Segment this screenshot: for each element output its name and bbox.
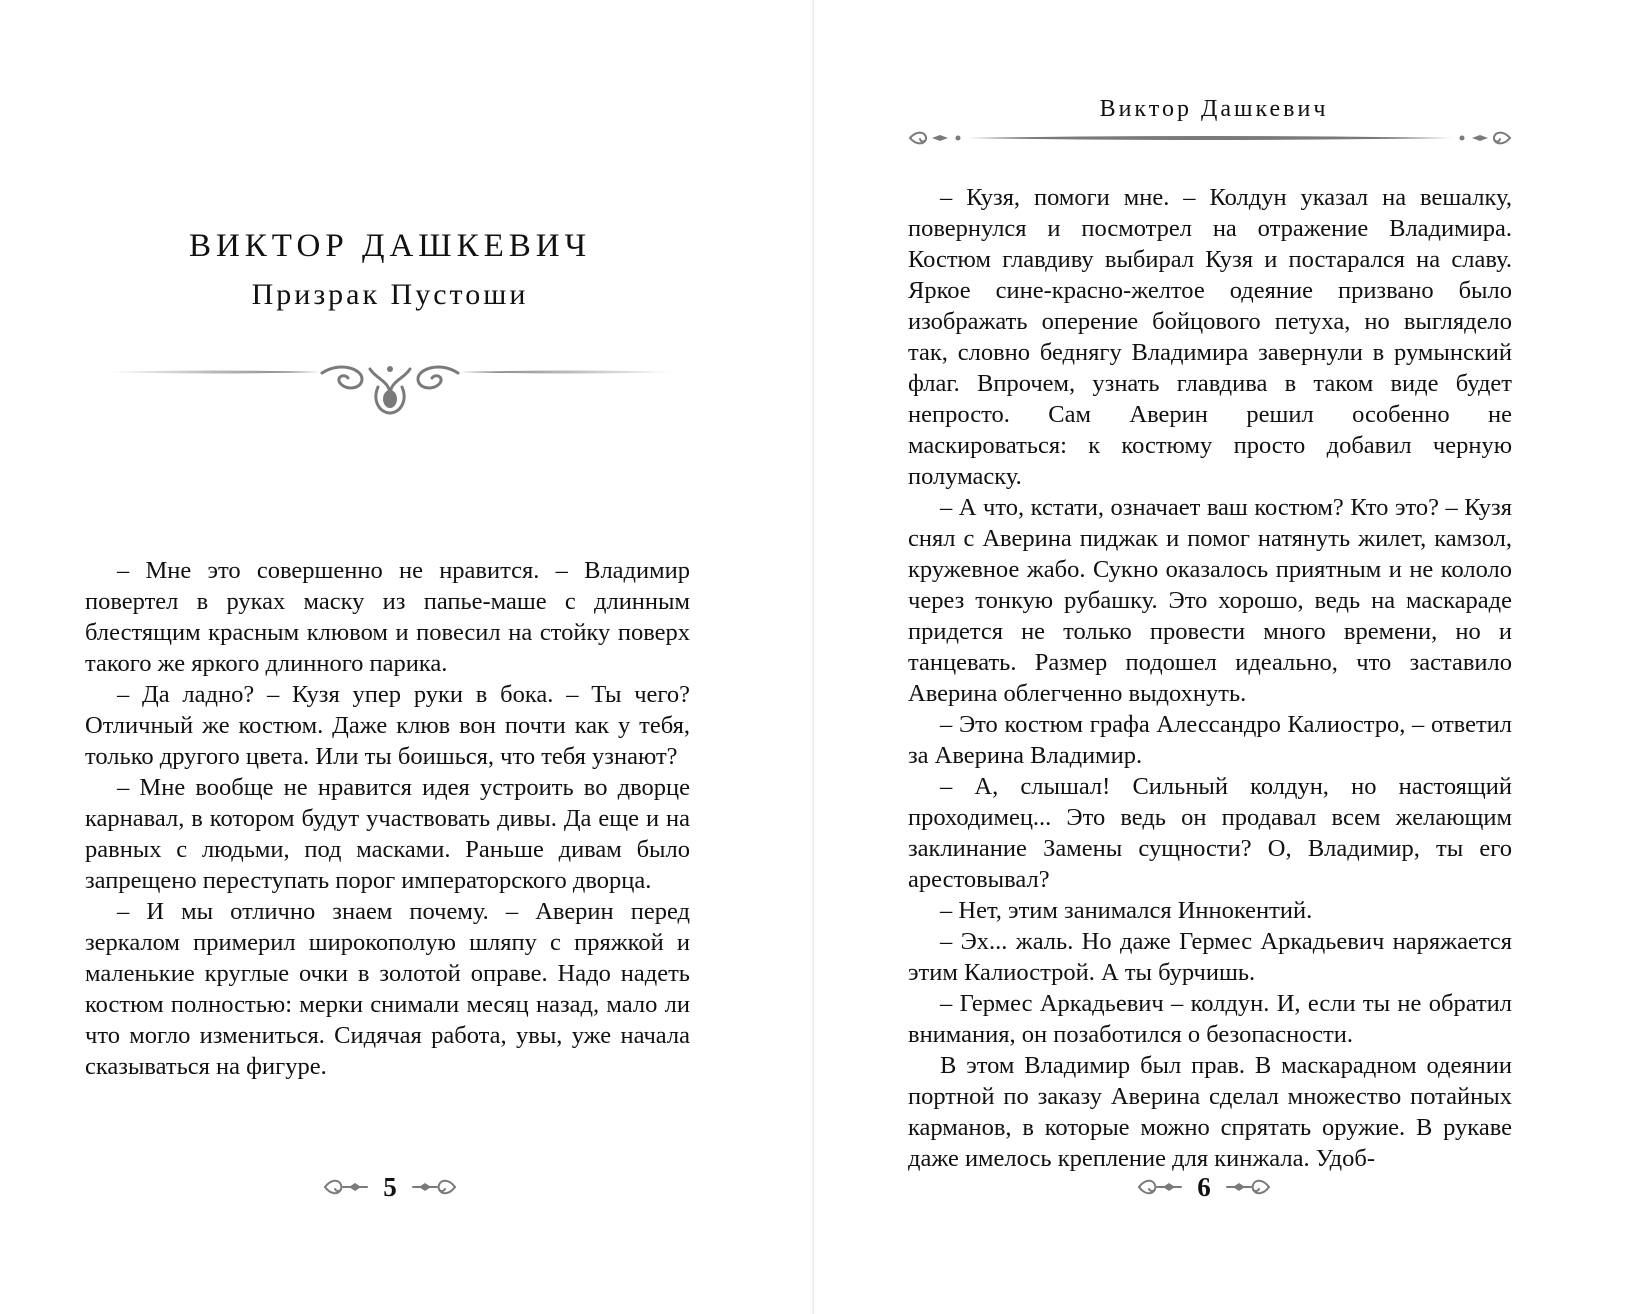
- page-number: 5: [383, 1171, 397, 1202]
- book-title: Призрак Пустоши: [251, 278, 529, 311]
- paragraph: – И мы отлично знаем почему. – Аверин перед зеркалом примерил широкополую шляпу с пряжкой и маленькие круглые очки в золотой оправе. Надо надеть костюм полностью: мерки снимали месяц назад, мало ли что могло измениться. Сидячая работа, увы, уже начала сказываться на фигуре.: [85, 898, 690, 1080]
- flourish-right-icon: [411, 1177, 457, 1197]
- paragraph: – Эх... жаль. Но даже Гермес Аркадьевич наряжается этим Калиострой. А ты бурчишь.: [908, 928, 1512, 986]
- flourish-right-icon: [1225, 1177, 1271, 1197]
- page-number-row: [300, 1172, 480, 1202]
- paragraph: – Мне вообще не нравится идея устроить во дворце карнавал, в котором будут участвовать дивы. Да еще и на равных с людьми, под масками. Раньше дивам было запрещено переступать порог императорского дворца.: [85, 774, 690, 894]
- page-number: 6: [1197, 1171, 1211, 1202]
- right-page: [814, 0, 1628, 1314]
- title-ornament-icon: [100, 365, 680, 435]
- left-page-text: [85, 555, 690, 1082]
- flourish-left-icon: [323, 1177, 369, 1197]
- paragraph: – Гермес Аркадьевич – колдун. И, если ты не обратил внимания, он позаботился о безопасности.: [908, 990, 1512, 1048]
- paragraph: – Кузя, помоги мне. – Колдун указал на вешалку, повернулся и посмотрел на отражение Владимира. Костюм главдиву выбирал Кузя и постарался на славу. Яркое сине-красно-желтое одеяние призвано было изображать оперение бойцового петуха, но выглядело так, словно беднягу Владимира завернули в румынский флаг. Впрочем, узнать главдива в таком виде будет непросто. Сам Аверин решил особенно не маскироваться: к костюму просто добавил черную полумаску.: [908, 184, 1512, 490]
- paragraph: – Это костюм графа Алессандро Калиостро, – ответил за Аверина Владимир.: [908, 711, 1512, 769]
- page-number-row: [1114, 1172, 1294, 1202]
- paragraph: – Мне это совершенно не нравится. – Владимир повертел в руках маску из папье-маше с длинным блестящим красным клювом и повесил на стойку поверх такого же яркого длинного парика.: [85, 557, 690, 677]
- header-rule-icon: [908, 128, 1512, 148]
- flourish-left-icon: [1137, 1177, 1183, 1197]
- right-page-text: [908, 182, 1512, 1174]
- paragraph: – Нет, этим занимался Иннокентий.: [940, 897, 1313, 924]
- running-header: Виктор Дашкевич: [1099, 96, 1329, 122]
- paragraph: – А что, кстати, означает ваш костюм? Кто это? – Кузя снял с Аверина пиджак и помог натянуть жилет, камзол, кружевное жабо. Сукно оказалось приятным и не кололо через тонкую рубашку. Это хорошо, ведь на маскараде придется не только провести много времени, но и танцевать. Размер подошел идеально, что заставило Аверина облегченно выдохнуть.: [908, 494, 1512, 707]
- paragraph: – А, слышал! Сильный колдун, но настоящий проходимец... Это ведь он продавал всем желающим заклинание Замены сущности? О, Владимир, ты его арестовывал?: [908, 773, 1512, 893]
- paragraph: В этом Владимир был прав. В маскарадном одеянии портной по заказу Аверина сделал множество потайных карманов, в которые можно спрятать оружие. В рукаве даже имелось крепление для кинжала. Удоб-: [908, 1052, 1512, 1172]
- paragraph: – Да ладно? – Кузя упер руки в бока. – Ты чего? Отличный же костюм. Даже клюв вон почти как у тебя, только другого цвета. Или ты боишься, что тебя узнают?: [85, 681, 690, 770]
- book-author: ВИКТОР ДАШКЕВИЧ: [188, 228, 592, 264]
